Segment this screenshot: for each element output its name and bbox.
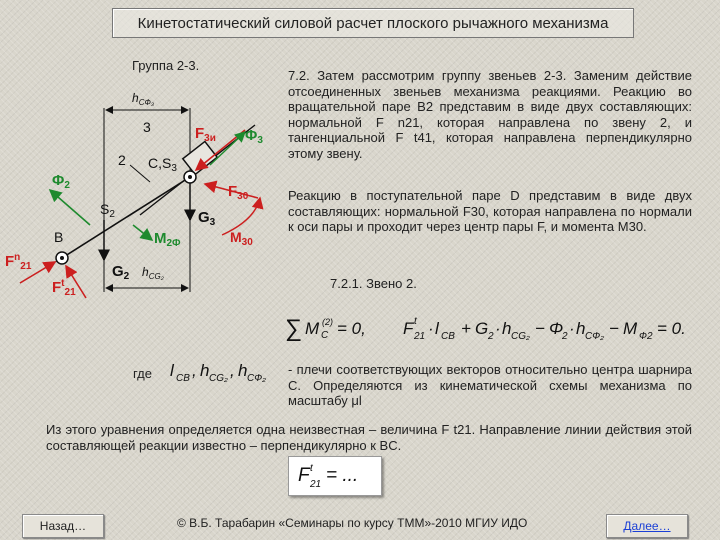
svg-text:CФ₂: CФ₂ bbox=[585, 331, 604, 342]
svg-text:h: h bbox=[502, 319, 512, 338]
label-b: B bbox=[54, 229, 64, 245]
copyright-text: © В.Б. Тарабарин «Семинары по курсу ТММ»-2010 МГИУ ИДО bbox=[177, 516, 528, 530]
svg-text:,: , bbox=[230, 361, 235, 380]
svg-text:·: · bbox=[428, 319, 434, 338]
label-f30: $F_{30}$ bbox=[228, 183, 249, 202]
result-formula bbox=[288, 456, 382, 496]
svg-text:l: l bbox=[435, 319, 439, 338]
where-label: где bbox=[133, 366, 152, 381]
back-button-label: Назад… bbox=[39, 519, 87, 533]
paragraph-intro: 7.2. Затем рассмотрим группу звеньев 2-3. Заменим действие отсоединенных звеньев механизма реакциями. Реакцию во вращательной паре B2 представим в виде двух составляющих: нормальной F n21, которая направлена по звену 2, и тангенциальной F t41, которая направлена перпендикулярно этому звену. bbox=[288, 68, 692, 161]
back-button[interactable] bbox=[22, 514, 104, 538]
svg-text:21: 21 bbox=[414, 331, 426, 342]
slider-block bbox=[183, 142, 217, 175]
moment-m2f-arrow bbox=[133, 225, 152, 240]
label-g2: $G_2$ bbox=[112, 263, 130, 282]
force-phi2-arrow bbox=[50, 190, 90, 225]
svg-text:h: h bbox=[200, 361, 210, 380]
svg-text:CB: CB bbox=[441, 331, 455, 342]
page-title-box bbox=[112, 8, 634, 38]
label-s2: $S_2$ bbox=[100, 201, 115, 220]
svg-text:·: · bbox=[569, 319, 575, 338]
svg-text:−: − bbox=[535, 319, 545, 338]
group-label: Группа 2-3. bbox=[132, 58, 200, 73]
label-phi2: $\Phi_2$ bbox=[52, 172, 70, 191]
svg-text:−: − bbox=[609, 319, 619, 338]
svg-text:CB: CB bbox=[176, 373, 190, 384]
label-m2f: $M_{2Ф}$ bbox=[154, 230, 181, 249]
svg-text:2: 2 bbox=[488, 331, 494, 342]
label-phi3: $\Phi_3$ bbox=[245, 127, 263, 146]
arms-formula bbox=[170, 356, 290, 386]
svg-text:CG₂: CG₂ bbox=[511, 331, 530, 342]
svg-text:2: 2 bbox=[562, 331, 568, 342]
paragraph-slider-pair: Реакцию в поступательной паре D представим в виде двух составляющих: нормальной F30, которая направлена по нормали к оси пары и проходит через центр пары F, и момента M30. bbox=[288, 188, 692, 235]
svg-text:21: 21 bbox=[310, 479, 322, 490]
paragraph-conclusion: Из этого уравнения определяется одна неизвестная – величина F t21. Направление линии действия этой составляющей реакции известно – перпендикулярно к BC. bbox=[46, 422, 692, 453]
svg-text:M: M bbox=[623, 319, 638, 338]
svg-text:·: · bbox=[495, 319, 501, 338]
svg-text:h: h bbox=[576, 319, 586, 338]
section-heading: 7.2.1. Звено 2. bbox=[330, 276, 417, 291]
svg-text:G: G bbox=[475, 319, 489, 338]
label-h-cf3: $h_{CФ_3}$ bbox=[132, 91, 154, 107]
label-cs3: $C,S_3$ bbox=[148, 155, 177, 174]
label-ft21: $F^t_{21}$ bbox=[52, 278, 76, 298]
moment-equation bbox=[285, 312, 695, 346]
svg-text:F: F bbox=[298, 465, 310, 486]
label-link3: 3 bbox=[143, 119, 151, 135]
svg-text:Φ: Φ bbox=[549, 319, 564, 338]
svg-text:= 0.: = 0. bbox=[657, 319, 686, 338]
label-link2: 2 bbox=[118, 152, 126, 168]
svg-text:CФ₂: CФ₂ bbox=[247, 373, 266, 384]
svg-text:h: h bbox=[238, 361, 248, 380]
svg-text:∑: ∑ bbox=[285, 315, 303, 342]
svg-text:M: M bbox=[305, 319, 320, 338]
svg-text:l: l bbox=[170, 361, 174, 380]
svg-text:t: t bbox=[310, 463, 313, 474]
svg-text:,: , bbox=[192, 361, 197, 380]
label-f3i: $F_{3и}$ bbox=[195, 125, 216, 144]
label-g3: $G_3$ bbox=[198, 209, 216, 228]
svg-text:C: C bbox=[321, 330, 329, 341]
svg-text:Ф2: Ф2 bbox=[639, 331, 653, 342]
label-h-cg2: $h_{CG_2}$ bbox=[142, 265, 164, 281]
next-button[interactable] bbox=[606, 514, 688, 538]
svg-text:= ...: = ... bbox=[326, 465, 359, 486]
svg-text:t: t bbox=[414, 316, 417, 327]
svg-text:CG₂: CG₂ bbox=[209, 373, 228, 384]
svg-text:= 0,: = 0, bbox=[337, 319, 366, 338]
next-button-label: Далее… bbox=[623, 519, 671, 533]
label-m30: $M_{30}$ bbox=[230, 229, 253, 248]
svg-text:F: F bbox=[403, 319, 414, 338]
svg-text:+: + bbox=[461, 319, 471, 338]
page-title: Кинетостатический силовой расчет плоского рычажного механизма bbox=[137, 14, 609, 32]
mechanism-diagram bbox=[0, 70, 290, 310]
svg-text:(2): (2) bbox=[322, 317, 333, 327]
paragraph-arms: - плечи соответствующих векторов относительно центра шарнира C. Определяются из кинематической схемы механизма по масштабу μl bbox=[288, 362, 692, 409]
label-fn21: $F^n_{21}$ bbox=[5, 252, 32, 272]
